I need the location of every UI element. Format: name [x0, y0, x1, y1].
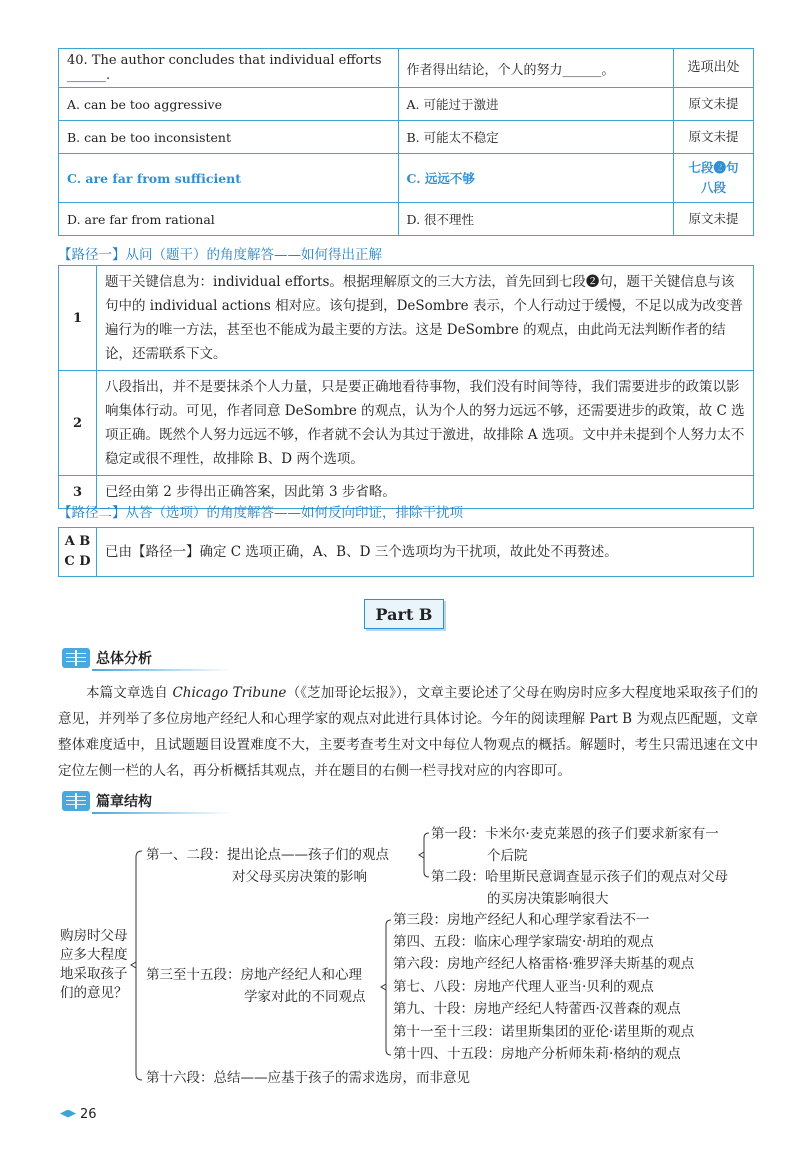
source-line-2: 八段	[701, 180, 727, 195]
question-cn: 作者得出结论，个人的努力______。	[398, 49, 674, 88]
question-en: 40. The author concludes that individual efforts ______.	[59, 49, 399, 88]
overall-text-pre: 本篇文章选自	[86, 685, 173, 701]
root-line: 地采取孩子	[60, 966, 128, 982]
part1-line1: 第一、二段：提出论点——孩子们的观点	[146, 847, 389, 863]
part-b-label: Part B	[375, 604, 433, 624]
part2-line2: 学家对此的不同观点	[244, 989, 366, 1005]
step-number: 1	[59, 266, 97, 370]
step-number: 2	[59, 371, 97, 475]
mortarboard-icon	[60, 1110, 76, 1120]
child-line: 第一段：卡米尔·麦克莱恩的孩子们要求新家有一	[431, 826, 719, 842]
part1-line2: 对父母买房决策的影响	[232, 869, 367, 885]
child-line: 第二段：哈里斯民意调查显示孩子们的观点对父母	[431, 869, 728, 885]
step-text: 八段指出，并不是要抹杀个人力量，只是要正确地看待事物，我们没有时间等待，我们需要进步的政策以影响集体行动。可见，作者同意 DeSombre 的观点，认为个人的努力远远不够，还需要进步的政策，故 C 选项正确。既然个人努力远远不够，作者就不会认为其过于激进，故排除 A 选项。文中并未提到个人努力太不稳定或很不理性，故排除 B、D 两个选项。	[105, 379, 745, 467]
part2-node	[146, 964, 366, 1008]
part2-child: 第三段：房地产经纪人和心理学家看法不一	[393, 912, 650, 928]
path2-text: 已由【路径一】确定 C 选项正确，A、B、D 三个选项均为干扰项，故此处不再赘述。	[105, 544, 618, 560]
main-bracket-tip	[131, 962, 136, 968]
part2-bracket	[386, 920, 391, 1055]
option-source: 原文未提	[674, 203, 754, 236]
option-source: 原文未提	[674, 121, 754, 154]
option-cn: C. 远远不够	[398, 154, 674, 203]
part1-bracket-tip	[419, 852, 424, 858]
option-cn: B. 可能太不稳定	[398, 121, 674, 154]
step-text: 已经由第 2 步得出正确答案，因此第 3 步省略。	[105, 484, 396, 500]
part2-child: 第六段：房地产经纪人格雷格·雅罗泽夫斯基的观点	[393, 956, 695, 972]
part2-child: 第十四、十五段：房地产分析师朱莉·格纳的观点	[393, 1046, 681, 1062]
root-line: 购房时父母	[60, 928, 128, 944]
part2-child: 第七、八段：房地产代理人亚当·贝利的观点	[393, 979, 654, 995]
root-line: 们的意见？	[60, 985, 128, 1001]
part2-child: 第四、五段：临床心理学家瑞安·胡珀的观点	[393, 934, 654, 950]
part3-node: 第十六段：总结——应基于孩子的需求选房，而非意见	[146, 1070, 470, 1086]
step-number: 3	[59, 476, 97, 508]
overall-title: 总体分析	[96, 651, 152, 667]
structure-title: 篇章结构	[96, 794, 152, 810]
part2-bracket-tip	[381, 984, 386, 990]
part1-node	[146, 844, 389, 888]
source-header: 选项出处	[674, 49, 754, 88]
path2-title: 【路径二】从答（选项）的角度解答——如何反向印证，排除干扰项	[58, 505, 463, 521]
step-text: 题干关键信息为：individual efforts。根据理解原文的三大方法，首先回到七段❷句，题干关键信息与该句中的 individual actions 相对应。该句提到，DeSombre 表示，个人行动过于缓慢，不足以成为改变普遍行为的唯一方法，甚至也不能成为最主要的方法。这是 DeSombre 的观点，由此尚无法判断作者的结论，还需联系下文。	[105, 274, 743, 362]
source-line-1: 七段❷句	[688, 160, 739, 175]
structure-root	[60, 927, 128, 1003]
option-en: A. can be too aggressive	[59, 88, 399, 121]
overall-text-post: （《芝加哥论坛报》），文章主要论述了父母在购房时应多大程度地采取孩子们的意见，并列举了多位房地产经纪人和心理学家的观点对此进行具体讨论。今年的阅读理解 Part B 为观点匹配题，文章整体难度适中，且试题题目设置难度不大，主要考查考生对文中每位人物观点的概括。解题时，考生只需迅速在文中定位左侧一栏的人名，再分析概括其观点，并在题目的右侧一栏寻找对应的内容即可。	[58, 685, 759, 779]
letters-line-2: C D	[64, 554, 91, 569]
part1-child-2	[431, 866, 728, 910]
main-bracket	[136, 851, 142, 1080]
option-cn: A. 可能过于激进	[398, 88, 674, 121]
root-line: 应多大程度	[60, 947, 128, 963]
part1-child-1	[431, 823, 719, 867]
option-cn: D. 很不理性	[398, 203, 674, 236]
option-en: C. are far from sufficient	[59, 154, 399, 203]
part1-bracket	[424, 833, 429, 877]
part2-child: 第十一至十三段：诺里斯集团的亚伦·诺里斯的观点	[393, 1024, 695, 1040]
page-footer	[60, 1107, 97, 1122]
part2-line1: 第三至十五段：房地产经纪人和心理	[146, 967, 362, 983]
path1-title: 【路径一】从问（题干）的角度解答——如何得出正解	[58, 247, 382, 263]
option-en: B. can be too inconsistent	[59, 121, 399, 154]
page-number: 26	[80, 1107, 97, 1122]
child-line: 个后院	[487, 848, 528, 864]
child-line: 的买房决策影响很大	[487, 891, 609, 907]
option-source: 原文未提	[674, 88, 754, 121]
letters-line-1: A B	[64, 534, 91, 549]
overall-source-title: Chicago Tribune	[172, 685, 287, 701]
part2-child: 第九、十段：房地产经纪人特蕾西·汉普森的观点	[393, 1001, 681, 1017]
option-en: D. are far from rational	[59, 203, 399, 236]
